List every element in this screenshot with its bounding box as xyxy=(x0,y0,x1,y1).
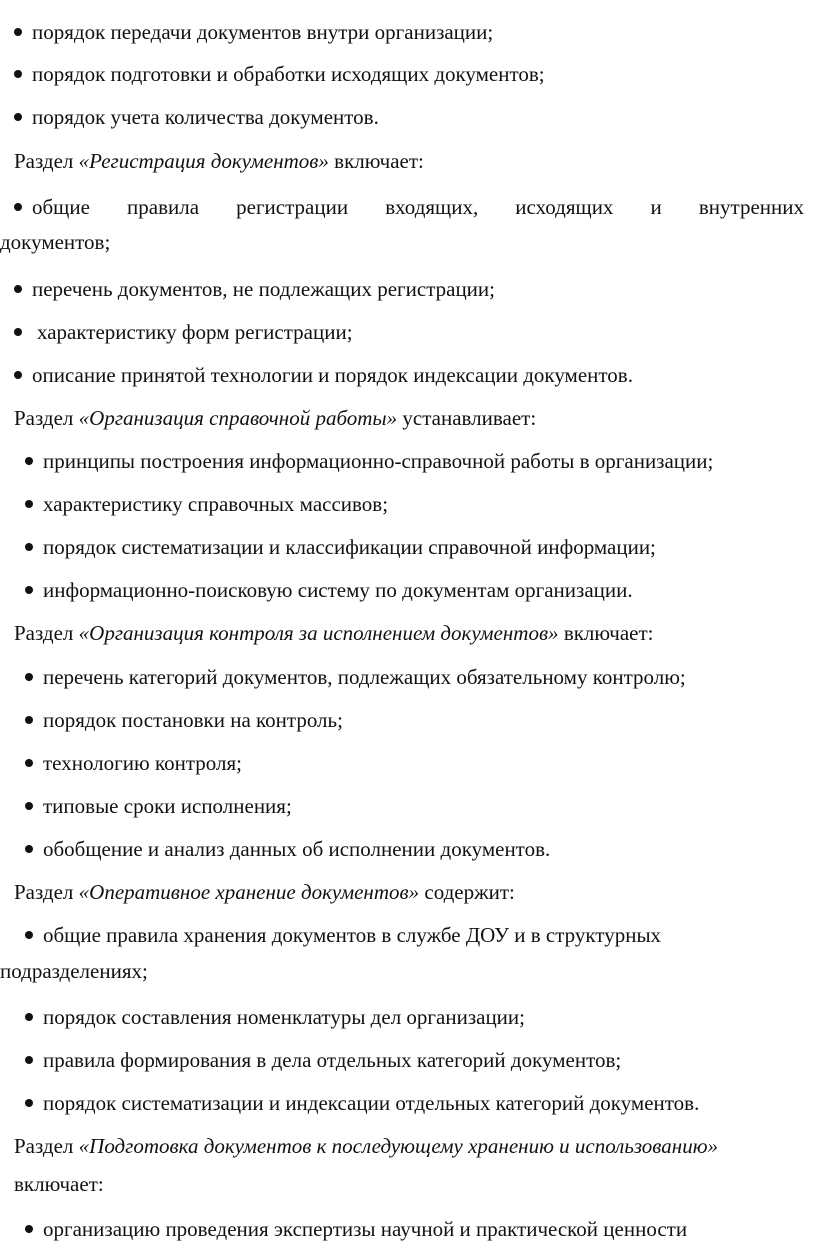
list-item: общие правила хранения документов в службе ДОУ и в структурных xyxy=(25,922,661,948)
bullet-icon xyxy=(25,759,33,767)
list-item-continuation: подразделениях; xyxy=(0,959,148,983)
list-item: характеристику форм регистрации; xyxy=(14,319,353,345)
list-item-continuation: документов; xyxy=(0,230,111,254)
list-item: перечень документов, не подлежащих регистрации; xyxy=(14,276,495,302)
bullet-icon xyxy=(14,328,22,336)
section-heading: Раздел «Подготовка документов к последующему хранению и использованию» xyxy=(14,1134,719,1158)
bullet-icon xyxy=(25,1225,33,1233)
list-item: характеристику справочных массивов; xyxy=(25,491,388,517)
list-item: организацию проведения экспертизы научной и практической ценности xyxy=(25,1216,687,1242)
section-heading: Раздел «Организация справочной работы» устанавливает: xyxy=(14,406,537,430)
bullet-icon xyxy=(14,285,22,293)
bullet-icon xyxy=(25,931,33,939)
list-item: информационно-поисковую систему по документам организации. xyxy=(25,577,633,603)
list-item: технологию контроля; xyxy=(25,750,242,776)
list-item: порядок систематизации и индексации отдельных категорий документов. xyxy=(25,1090,699,1116)
bullet-icon xyxy=(25,1013,33,1021)
bullet-icon xyxy=(25,1099,33,1107)
bullet-icon xyxy=(25,457,33,465)
section-heading: Раздел «Оперативное хранение документов» содержит: xyxy=(14,880,515,904)
bullet-icon xyxy=(25,673,33,681)
section-heading: Раздел «Организация контроля за исполнением документов» включает: xyxy=(14,621,654,645)
bullet-icon xyxy=(25,586,33,594)
section-heading: Раздел «Регистрация документов» включает: xyxy=(14,149,424,173)
list-item: порядок составления номенклатуры дел организации; xyxy=(25,1004,525,1030)
list-item: порядок передачи документов внутри организации; xyxy=(14,19,493,45)
bullet-icon xyxy=(14,70,22,78)
bullet-icon xyxy=(25,543,33,551)
list-item: порядок постановки на контроль; xyxy=(25,707,343,733)
list-item-justified: общие правила регистрации входящих, исходящих и внутренних xyxy=(14,194,804,220)
bullet-icon xyxy=(25,716,33,724)
bullet-icon xyxy=(14,203,22,211)
bullet-icon xyxy=(14,28,22,36)
section-heading-continuation: включает: xyxy=(14,1172,104,1196)
list-item: перечень категорий документов, подлежащих обязательному контролю; xyxy=(25,664,686,690)
list-item: порядок систематизации и классификации справочной информации; xyxy=(25,534,656,560)
list-item: порядок подготовки и обработки исходящих документов; xyxy=(14,61,545,87)
list-item: обобщение и анализ данных об исполнении документов. xyxy=(25,836,550,862)
bullet-icon xyxy=(25,1056,33,1064)
bullet-icon xyxy=(14,113,22,121)
bullet-icon xyxy=(14,371,22,379)
list-item: типовые сроки исполнения; xyxy=(25,793,292,819)
list-item: порядок учета количества документов. xyxy=(14,104,379,130)
list-item: принципы построения информационно-справочной работы в организации; xyxy=(25,448,713,474)
bullet-icon xyxy=(25,500,33,508)
list-item: правила формирования в дела отдельных категорий документов; xyxy=(25,1047,621,1073)
bullet-icon xyxy=(25,845,33,853)
list-item: описание принятой технологии и порядок индексации документов. xyxy=(14,362,633,388)
bullet-icon xyxy=(25,802,33,810)
